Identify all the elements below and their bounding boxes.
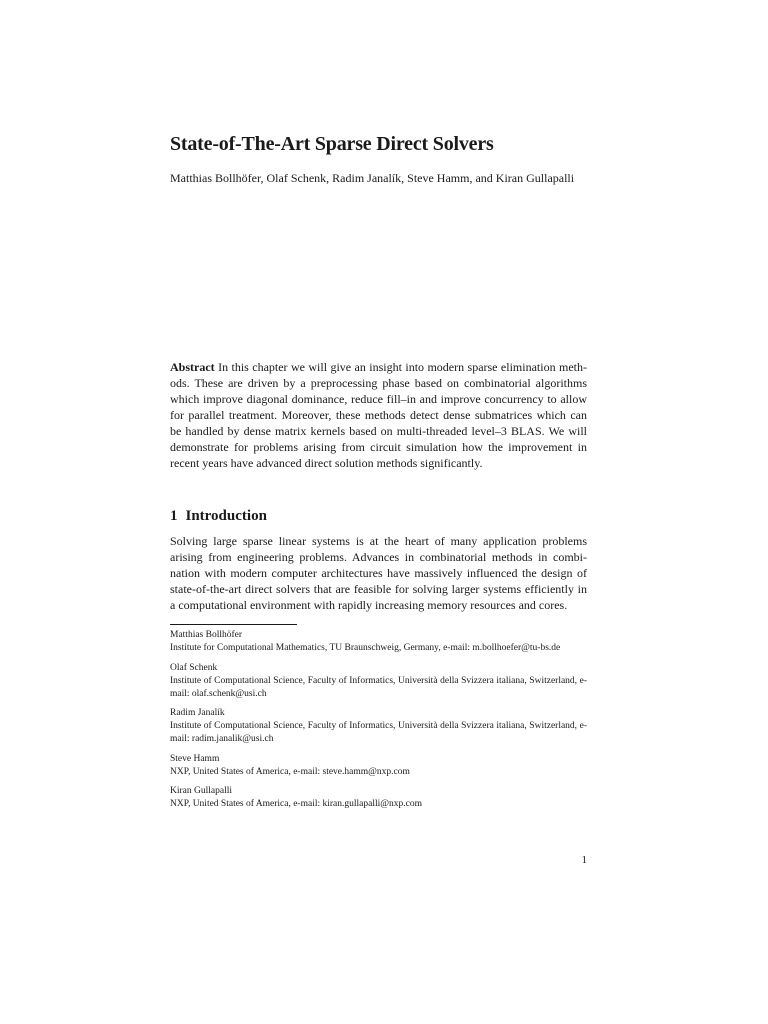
affiliation-detail: Institute for Computational Mathematics, TU Braunschweig, Germany, e-mail: m.bollhoefer@tu-bs.de [170, 643, 561, 653]
affiliation-name: Radim Janalík [170, 708, 225, 718]
affiliation-entry [170, 629, 587, 655]
affiliation-name: Olaf Schenk [170, 662, 218, 673]
section-title: Introduction [185, 508, 267, 525]
paper-title: State-of-The-Art Sparse Direct Solvers [170, 133, 494, 156]
abstract-label: Abstract [170, 360, 215, 374]
affiliation-entry [170, 662, 587, 701]
paper-page [170, 0, 587, 1024]
section-heading [170, 506, 267, 526]
author-list: Matthias Bollhöfer, Olaf Schenk, Radim Janalík, Steve Hamm, and Kiran Gullapalli [170, 171, 575, 185]
footnote-rule [170, 624, 297, 625]
affiliations [170, 629, 587, 818]
affiliation-name: Kiran Gullapalli [170, 786, 232, 796]
affiliation-detail: Institute of Computational Science, Faculty of Informatics, Università della Svizzera italiana, Switzerland, e-mail: olaf.schenk@usi.ch [170, 675, 587, 699]
page-number: 1 [581, 854, 587, 866]
section-number: 1 [170, 508, 178, 525]
affiliation-name: Steve Hamm [170, 753, 220, 764]
affiliation-name: Matthias Bollhöfer [170, 630, 243, 640]
affiliation-entry [170, 753, 587, 779]
affiliation-detail: NXP, United States of America, e-mail: kiran.gullapalli@nxp.com [170, 799, 423, 809]
affiliation-entry [170, 707, 587, 746]
affiliation-entry [170, 785, 587, 811]
affiliation-detail: Institute of Computational Science, Faculty of Informatics, Università della Svizzera italiana, Switzerland, e-mail: radim.janalik@usi.ch [170, 721, 587, 744]
introduction-paragraph: Solving large sparse linear systems is at the heart of many application problems arising from engineering problems. Advances in combinatorial methods in combination with modern computer architectures have massively influenced the design of state-of-the-art direct solvers that are feasible for solving larger systems efficiently in a computational environment with rapidly increasing memory resources and cores. [170, 534, 587, 612]
abstract-text: In this chapter we will give an insight into modern sparse elimination methods. These are driven by a preprocessing phase based on combinatorial algorithms which improve diagonal dominance, reduce fill–in and improve concurrency to allow for parallel treatment. Moreover, these methods detect dense submatrices which can be handled by dense matrix kernels based on multi-threaded level–3 BLAS. We will demonstrate for problems arising from circuit simulation how the improvement in recent years have advanced direct solution methods significantly. [170, 360, 587, 470]
affiliation-detail: NXP, United States of America, e-mail: steve.hamm@nxp.com [170, 766, 410, 777]
abstract [170, 359, 587, 471]
